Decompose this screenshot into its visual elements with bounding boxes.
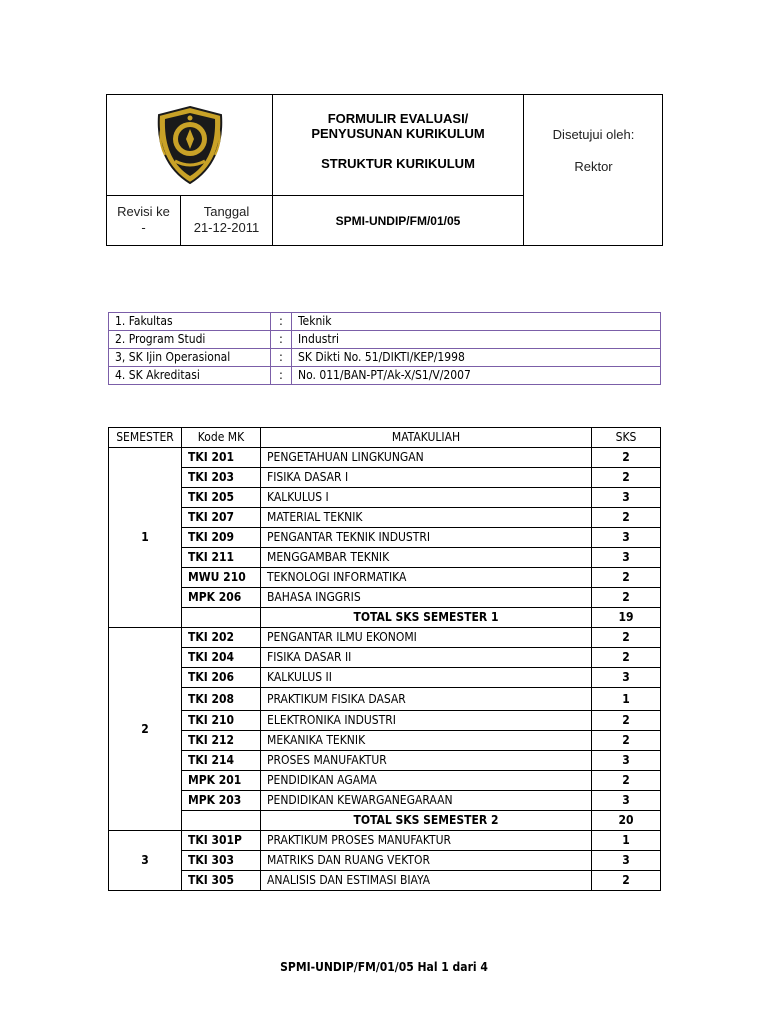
course-name: KALKULUS II	[261, 668, 592, 688]
course-sks: 1	[592, 831, 661, 851]
info-row	[109, 331, 661, 349]
semester-total-value: 20	[592, 811, 661, 831]
table-row	[109, 711, 661, 731]
table-row	[109, 648, 661, 668]
info-row	[109, 349, 661, 367]
course-code: TKI 201	[182, 448, 261, 468]
semester-total-row	[109, 811, 661, 831]
info-label: 4. SK Akreditasi	[109, 367, 271, 385]
course-sks: 2	[592, 468, 661, 488]
semester-number: 3	[109, 831, 182, 891]
table-row	[109, 851, 661, 871]
course-sks: 1	[592, 688, 661, 711]
table-row	[109, 468, 661, 488]
form-title-line1: FORMULIR EVALUASI/	[327, 111, 469, 126]
course-name: MEKANIKA TEKNIK	[261, 731, 592, 751]
table-row	[109, 668, 661, 688]
info-row	[109, 313, 661, 331]
course-name: PENDIDIKAN AGAMA	[261, 771, 592, 791]
course-sks: 3	[592, 668, 661, 688]
course-name: PENGETAHUAN LINGKUNGAN	[261, 448, 592, 468]
course-sks: 3	[592, 488, 661, 508]
header-sks: SKS	[592, 428, 661, 448]
header-kode: Kode MK	[182, 428, 261, 448]
course-sks: 2	[592, 448, 661, 468]
curriculum-header-row	[109, 428, 661, 448]
course-sks: 3	[592, 528, 661, 548]
date-label: Tanggal	[203, 204, 250, 219]
info-value: Teknik	[292, 313, 661, 331]
approved-by-label: Disetujui oleh:	[552, 127, 635, 142]
info-separator: :	[271, 349, 292, 367]
course-code: TKI 212	[182, 731, 261, 751]
revision-label: Revisi ke	[117, 204, 170, 219]
semester-number: 2	[109, 628, 182, 831]
info-separator: :	[271, 331, 292, 349]
course-code: MPK 201	[182, 771, 261, 791]
course-code: TKI 205	[182, 488, 261, 508]
form-title-line2: PENYUSUNAN KURIKULUM	[311, 126, 485, 141]
semester-total-label: TOTAL SKS SEMESTER 1	[261, 608, 592, 628]
approver-name: Rektor	[574, 159, 613, 174]
info-label: 3, SK Ijin Operasional	[109, 349, 271, 367]
header-semester: SEMESTER	[109, 428, 182, 448]
table-row	[109, 771, 661, 791]
header-matakuliah: MATAKULIAH	[261, 428, 592, 448]
course-name: PROSES MANUFAKTUR	[261, 751, 592, 771]
course-sks: 3	[592, 851, 661, 871]
course-code: TKI 203	[182, 468, 261, 488]
course-sks: 2	[592, 648, 661, 668]
course-sks: 2	[592, 508, 661, 528]
info-label: 1. Fakultas	[109, 313, 271, 331]
table-row	[109, 751, 661, 771]
semester-total-value: 19	[592, 608, 661, 628]
course-sks: 2	[592, 771, 661, 791]
course-code: TKI 202	[182, 628, 261, 648]
table-row	[109, 831, 661, 851]
table-row	[109, 628, 661, 648]
university-logo-cell	[107, 95, 272, 195]
course-name: PENGANTAR ILMU EKONOMI	[261, 628, 592, 648]
course-code: MPK 203	[182, 791, 261, 811]
course-code: TKI 210	[182, 711, 261, 731]
table-row	[109, 688, 661, 711]
course-code: TKI 301P	[182, 831, 261, 851]
course-name: ANALISIS DAN ESTIMASI BIAYA	[261, 871, 592, 891]
undip-logo	[153, 105, 227, 185]
course-name: MATERIAL TEKNIK	[261, 508, 592, 528]
course-name: TEKNOLOGI INFORMATIKA	[261, 568, 592, 588]
curriculum-table	[108, 427, 661, 891]
table-row	[109, 548, 661, 568]
course-code: MWU 210	[182, 568, 261, 588]
course-name: ELEKTRONIKA INDUSTRI	[261, 711, 592, 731]
course-code: TKI 305	[182, 871, 261, 891]
table-row	[109, 528, 661, 548]
date-cell	[181, 196, 272, 245]
course-code: TKI 206	[182, 668, 261, 688]
approval-cell	[524, 95, 663, 245]
course-code: TKI 204	[182, 648, 261, 668]
info-row	[109, 367, 661, 385]
table-row	[109, 568, 661, 588]
course-sks: 3	[592, 751, 661, 771]
course-name: PENDIDIKAN KEWARGANEGARAAN	[261, 791, 592, 811]
course-code: TKI 303	[182, 851, 261, 871]
course-code: TKI 214	[182, 751, 261, 771]
info-value: SK Dikti No. 51/DIKTI/KEP/1998	[292, 349, 661, 367]
table-row	[109, 871, 661, 891]
info-separator: :	[271, 313, 292, 331]
course-sks: 3	[592, 548, 661, 568]
table-row	[109, 791, 661, 811]
course-code: TKI 207	[182, 508, 261, 528]
semester-total-row	[109, 608, 661, 628]
form-title-cell	[273, 95, 523, 195]
course-name: FISIKA DASAR I	[261, 468, 592, 488]
form-header	[106, 94, 663, 246]
revision-value: -	[141, 220, 146, 235]
course-name: PRAKTIKUM FISIKA DASAR	[261, 688, 592, 711]
course-code: MPK 206	[182, 588, 261, 608]
document-code: SPMI-UNDIP/FM/01/05	[335, 213, 461, 228]
course-name: MATRIKS DAN RUANG VEKTOR	[261, 851, 592, 871]
course-sks: 2	[592, 588, 661, 608]
course-name: PENGANTAR TEKNIK INDUSTRI	[261, 528, 592, 548]
table-row	[109, 508, 661, 528]
course-code: TKI 211	[182, 548, 261, 568]
course-sks: 3	[592, 791, 661, 811]
course-sks: 2	[592, 568, 661, 588]
info-value: No. 011/BAN-PT/Ak-X/S1/V/2007	[292, 367, 661, 385]
course-sks: 2	[592, 871, 661, 891]
program-info-table	[108, 312, 661, 385]
course-code: TKI 208	[182, 688, 261, 711]
form-subtitle: STRUKTUR KURIKULUM	[321, 156, 475, 171]
date-value: 21-12-2011	[193, 220, 260, 235]
table-row	[109, 731, 661, 751]
course-sks: 2	[592, 711, 661, 731]
semester-total-label: TOTAL SKS SEMESTER 2	[261, 811, 592, 831]
course-name: BAHASA INGGRIS	[261, 588, 592, 608]
page-footer: SPMI-UNDIP/FM/01/05 Hal 1 dari 4	[280, 960, 488, 974]
info-value: Industri	[292, 331, 661, 349]
course-name: KALKULUS I	[261, 488, 592, 508]
course-sks: 2	[592, 731, 661, 751]
course-code: TKI 209	[182, 528, 261, 548]
table-row	[109, 448, 661, 468]
course-name: MENGGAMBAR TEKNIK	[261, 548, 592, 568]
course-sks: 2	[592, 628, 661, 648]
revision-cell	[107, 196, 180, 245]
info-separator: :	[271, 367, 292, 385]
table-row	[109, 588, 661, 608]
table-row	[109, 488, 661, 508]
info-label: 2. Program Studi	[109, 331, 271, 349]
course-name: PRAKTIKUM PROSES MANUFAKTUR	[261, 831, 592, 851]
semester-number: 1	[109, 448, 182, 628]
course-name: FISIKA DASAR II	[261, 648, 592, 668]
